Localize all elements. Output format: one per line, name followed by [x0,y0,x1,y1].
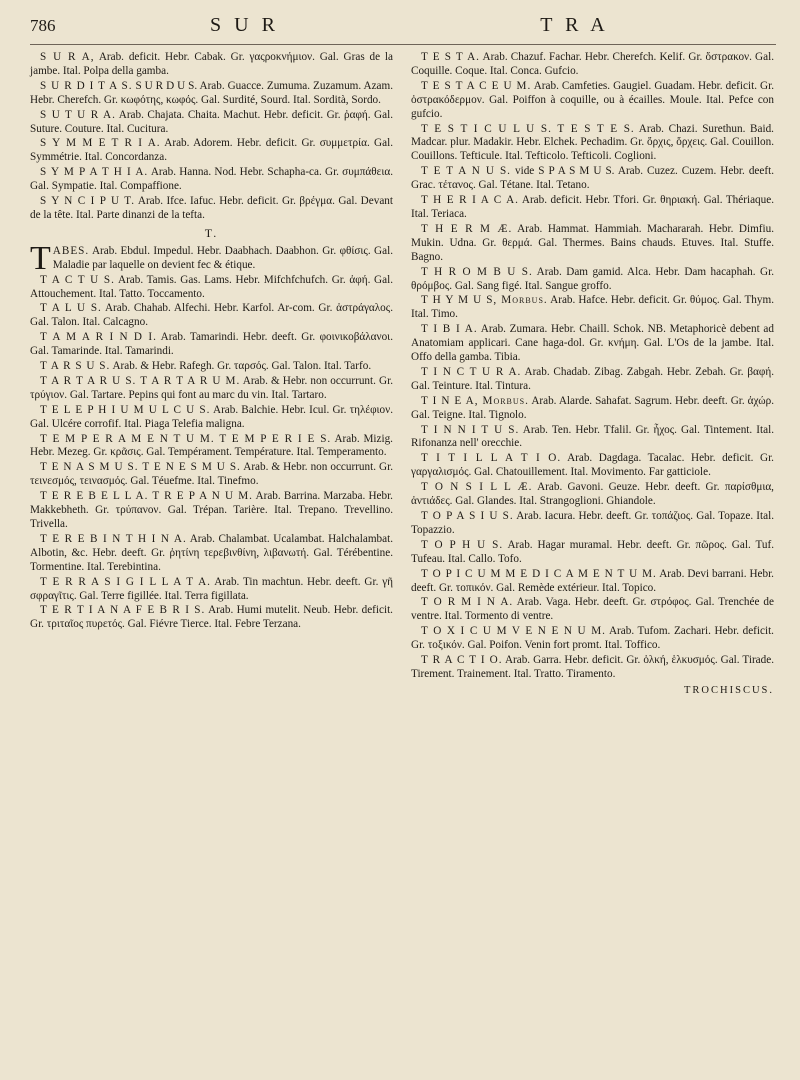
left-column [30,51,393,698]
entry-headword: T R A C T I O. [421,654,503,667]
entry-definition: Arab. Dagdaga. Tacalac. Hebr. deficit. Gr. γαργαλισμός. Gal. Chatouillement. Ital. Movimento. Far gatticiole. [411,452,774,479]
entry-headword: S Y M M E T R I A. [40,137,161,150]
dictionary-entry [411,366,774,394]
entry-definition: Arab. Chazuf. Fachar. Hebr. Cherefch. Kelif. Gr. ὄστρακον. Gal. Coquille. Coque. Ital. Conca. Gufcio. [411,51,775,77]
dictionary-entry [411,452,774,480]
entry-definition: Arab. Ebdul. Impedul. Hebr. Daabhach. Daabhon. Gr. φθίσις. Gal. Maladie par laquelle on devient fec & étique. [52,244,393,271]
entry-headword: T A R T A R U S. T A R T A R U M. [40,374,241,387]
entry-headword: S Y N C I P U T. [40,195,136,208]
dictionary-entry [411,539,774,567]
running-title-right: T R A [540,14,609,36]
page-number: 786 [30,16,56,35]
text-columns [30,51,776,698]
dictionary-entry [30,533,393,575]
dictionary-entry [30,404,393,432]
entry-definition: Arab. Tamis. Gas. Lams. Hebr. Mifchfchufch. Gr. ἀφή. Gal. Attouchement. Ital. Tatto. Toccamento. [30,273,394,300]
entry-headword: S U T U R A. [40,108,116,121]
entry-headword: T E R E B E L L A. T R E P A N U M. [40,490,253,503]
entry-headword: S U R A, [40,51,95,63]
entry-definition: Arab. Balchie. Hebr. Icul. Gr. τηλέφιον. Gal. Ulcére corrofif. Ital. Piaga Telefia maligna. [30,403,393,430]
dictionary-entry [411,194,774,222]
entry-headword: T A R S U S. [40,360,111,373]
dictionary-entry [30,360,393,374]
entry-headword: T O P A S I U S. [421,510,514,522]
entry-headword: T O R M I N A. [421,596,514,609]
running-title-left: S U R [210,14,279,36]
entry-headword: T A L U S. [40,302,102,315]
dictionary-entry [30,274,393,302]
entry-definition: Arab. Gavoni. Geuze. Hebr. deeft. Gr. παρίσθμια, ἀντιάδες. Gal. Glandes. Ital. Strangoglioni. Ghiandole. [411,481,774,508]
entry-headword: T I N C T U R A. [421,365,522,378]
dictionary-entry [30,80,393,108]
dictionary-entry [30,109,393,137]
entry-definition: Arab. Camfeties. Gaugiel. Guadam. Hebr. deficit. Gr. ὀστρακόδερμον. Gal. Poiffon à coquille, ou à écailles. Moule. Ital. Pefce con gufcio. [411,79,774,120]
entry-definition: Arab. & Hebr. Rafegh. Gr. ταρσός. Gal. Talon. Ital. Tarfo. [112,360,372,373]
entry-headword: T O X I C U M V E N E N U M. [421,625,606,638]
dictionary-entry [30,433,393,461]
dictionary-entry [411,395,774,423]
dictionary-entry [411,51,774,79]
entry-definition: Arab. Chalambat. Ucalambat. Halchalambat. Albotin, &c. Hebr. deeft. Gr. ῥητίνη τερεβινθίνη, λιβανωτή. Gal. Térébentine. Tormentine. Ital. Terebintina. [30,532,393,573]
dictionary-entry [30,302,393,330]
entry-headword: T E M P E R A M E N T U M. T E M P E R I E S. [40,432,332,445]
entry-definition: Arab. Devi barrani. Hebr. deeft. Gr. τοπικόν. Gal. Remède extérieur. Ital. Topico. [411,567,774,594]
dictionary-entry [411,294,774,322]
letter-section-heading: T. [204,225,219,240]
entry-definition: Arab. Hammat. Hammiah. Machararah. Hebr. Dimfiu. Mukin. Udna. Gr. θερμά. Gal. Thermes. Bains chauds. Etuves. Ital. Stuffe. Bagno. [411,222,774,263]
entry-headword: T H E R M Æ. [421,222,513,235]
entry-definition: vide S P A S M U S. Arab. Cuzez. Cuzem. Hebr. deeft. Grac. τέτανος. Gal. Tétane. Ital. Tetano. [411,165,774,192]
entry-headword: T A C T U S. [40,273,115,286]
entry-definition: Arab. Tufom. Zachari. Hebr. deficit. Gr. τοξικόν. Gal. Poifon. Venin fort promt. Ital. Toffico. [411,625,774,652]
dictionary-entry [411,568,774,596]
dictionary-entry [411,266,774,294]
entry-headword: T E R E B I N T H I N A. [40,532,187,545]
entry-definition: Arab. Alarde. Sahafat. Sagrum. Hebr. deeft. Gr. ἀχώρ. Gal. Teigne. Ital. Tignolo. [411,394,774,421]
dictionary-entry [30,576,393,604]
entry-headword: T E S T A C E U M. [421,79,532,92]
entry-headword: T E S T A. [421,51,480,63]
dictionary-entry [30,239,393,277]
entry-definition: Arab. Barrina. Marzaba. Hebr. Makkebheth. Gr. τρύπανον. Gal. Trépan. Tarière. Ital. Trepano. Trevellino. Trivella. [30,490,393,530]
entry-definition: Arab. Garra. Hebr. deficit. Gr. ὁλκή, ἑλκυσμός. Gal. Tirade. Tirement. Trainement. Ital. Tratto. Tiramento. [411,654,774,680]
entry-headword: T I N E A, Morbus. [421,394,529,407]
entry-definition: Arab. Adorem. Hebr. deficit. Gr. συμμετρία. Gal. Symmétrie. Ital. Concordanza. [30,137,394,164]
catchword: TROCHISCUS. [684,684,774,696]
entry-headword: T E R T I A N A F E B R I S. [40,604,206,617]
dictionary-entry [30,461,393,489]
entry-headword: T O P H U S. [421,538,504,551]
dictionary-entry [30,331,393,359]
entry-definition: Arab. Hafce. Hebr. deficit. Gr. θύμος. Gal. Thym. Ital. Timo. [411,294,774,321]
entry-headword: T I B I A. [421,323,478,336]
drop-cap-letter: T [30,239,51,277]
entry-definition: Arab. Tin machtun. Hebr. deeft. Gr. γῆ σφραγῖτις. Gal. Terre figillée. Ital. Terra figillata. [30,575,393,602]
entry-definition: Arab. Dam gamid. Alca. Hebr. Dam hacaphah. Gr. θρόμβος. Gal. Sang figé. Ital. Sangue groffo. [411,265,774,292]
entry-definition: Arab. Humi mutelit. Neub. Hebr. deficit. Gr. τριταῖος πυρετός. Gal. Fiévre Tierce. Ital. Febre Terzana. [30,604,393,631]
dictionary-entry [411,625,774,653]
entry-definition: Arab. & Hebr. non occurrunt. Gr. τρύγιον. Gal. Tartare. Pepins qui font au marc du vin. Ital. Tartaro. [30,374,393,401]
entry-headword: T E N A S M U S. T E N E S M U S. [40,461,241,474]
dictionary-entry [411,80,774,122]
dictionary-entry [411,323,774,365]
dictionary-entry [411,654,774,682]
entry-definition: Arab. deficit. Hebr. Tfori. Gr. θηριακή. Gal. Thériaque. Ital. Teriaca. [411,194,774,220]
entry-definition: Arab. deficit. Hebr. Cabak. Gr. γαςροκνήμιον. Gal. Gras de la jambe. Ital. Polpa della gamba. [30,51,393,77]
entry-definition: Arab. Zumara. Hebr. Chaill. Schok. NB. Metaphoricè debent ad Anatomiam applicari. Cane haga-dol. Gr. κνήμη. Gal. L'Os de la jambe. Ital. Offo della gamba. Tibia. [411,323,774,364]
entry-headword: T A M A R I N D I. [40,331,157,344]
dictionary-entry [30,195,393,223]
dictionary-entry [411,510,774,538]
entry-definition: Arab. Ifce. Iafuc. Hebr. deficit. Gr. βρέγμα. Gal. Devant de la tête. Ital. Parte dinanzi de la tefta. [30,195,393,221]
entry-headword: T E T A N U S. [421,165,511,178]
dictionary-entry [30,51,393,79]
entry-headword: T I T I L L A T I O. [421,452,562,465]
entry-headword: T H E R I A C A. [421,194,519,207]
entry-headword: T H R O M B U S. [421,265,533,278]
dictionary-entry [411,596,774,624]
entry-definition: S U R D U S. Arab. Guacce. Zumuma. Zuzamum. Azam. Hebr. Cherefch. Gr. κωφότης, κωφός. Gal. Surdité, Sourd. Ital. Sordità, Sordo. [30,79,394,106]
dictionary-entry [30,490,393,532]
dictionary-entry [411,165,774,193]
entry-definition: Arab. Chazi. Surethun. Baid. Madcar. plur. Madakir. Hebr. Elchek. Pechadim. Gr. ὄρχις, ὄρχεις. Gal. Couillon. Couillons. Tefticule. Ital. Tefticolo. Tefticoli. Coglioni. [411,122,774,163]
dictionary-entry [30,375,393,403]
dictionary-entry [411,424,774,452]
entry-headword: T H Y M U S, Morbus. [421,294,548,307]
entry-headword: T E R R A S I G I L L A T A. [40,575,211,588]
dictionary-entry [411,223,774,265]
entry-definition: Arab. Vaga. Hebr. deeft. Gr. στρόφος. Gal. Trenchée de ventre. Ital. Tormento di ventre. [411,596,774,623]
entry-definition: Arab. Chajata. Chaita. Machut. Hebr. deficit. Gr. ῥαφή. Gal. Suture. Couture. Ital. Cucitura. [30,108,394,135]
entry-definition: Arab. & Hebr. non occurrunt. Gr. τεινεσμός, τεινασμός. Gal. Téuefme. Ital. Tinefmo. [30,461,393,488]
entry-headword: ABES. [52,244,90,257]
entry-headword: T E L E P H I U M U L C U S. [40,403,211,416]
running-head [30,14,776,45]
dictionary-entry [30,137,393,165]
entry-headword: T O N S I L L Æ. [421,481,533,494]
entry-headword: S Y M P A T H I A. [40,166,149,179]
entry-definition: Arab. Tamarindi. Hebr. deeft. Gr. φοινικοβάλανοι. Gal. Tamarinde. Ital. Tamarindi. [30,331,393,358]
entry-definition: Arab. Mizig. Hebr. Mezeg. Gr. κρᾶσις. Gal. Tempérament. Température. Ital. Temperamento. [30,432,393,459]
entry-definition: Arab. Iacura. Hebr. deeft. Gr. τοπάζιος. Gal. Topaze. Ital. Topazzio. [411,510,774,536]
entry-definition: Arab. Chadab. Zibag. Zabgah. Hebr. Zebah. Gr. βαφή. Gal. Teinture. Ital. Tintura. [411,365,774,392]
entry-definition: Arab. Chahab. Alfechi. Hebr. Karfol. Ar-com. Gr. ἀστράγαλος. Gal. Talon. Ital. Calcagno. [30,302,393,329]
entry-headword: T I N N I T U S. [421,423,520,436]
entry-headword: T E S T I C U L U S. T E S T E S. [421,122,635,135]
entry-definition: Arab. Hagar muramal. Hebr. deeft. Gr. πῶρος. Gal. Tuf. Tufeau. Ital. Callo. Tofo. [411,538,775,565]
dictionary-entry [30,604,393,632]
dictionary-entry [411,123,774,165]
dictionary-entry [411,481,774,509]
entry-headword: S U R D I T A S. [40,79,133,92]
entry-headword: T O P I C U M M E D I C A M E N T U M. [421,567,657,580]
entry-definition: Arab. Ten. Hebr. Tfalil. Gr. ἦχος. Gal. Tintement. Ital. Rifonanza nell' orecchie. [411,423,774,450]
entry-definition: Arab. Hanna. Nod. Hebr. Schapha-ca. Gr. συμπάθεια. Gal. Sympatie. Ital. Compaffione. [30,166,393,193]
dictionary-entry [30,166,393,194]
right-column [411,51,774,698]
